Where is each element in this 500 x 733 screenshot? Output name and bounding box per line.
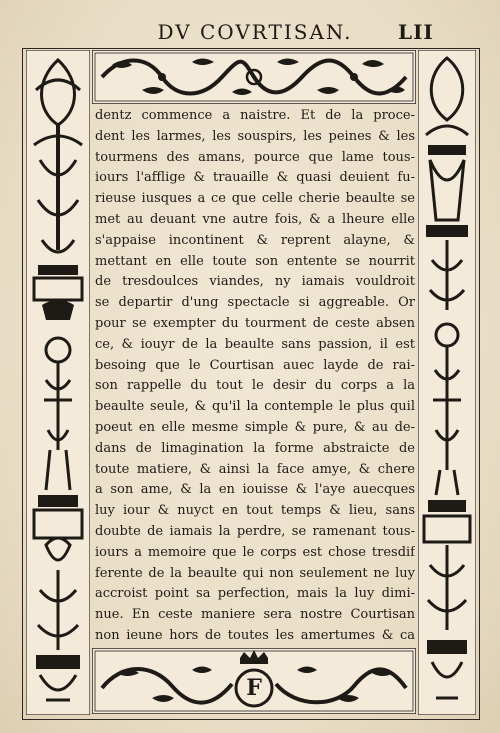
text-line: accroist point sa perfection, mais la luy dimi- xyxy=(95,586,415,602)
text-line: iours a memoire que le corps est chose tresdif xyxy=(95,544,415,560)
text-line: ferente de la beaulte qui non seulement ne luy xyxy=(95,565,415,581)
text-line: ce, & iouyr de la beaulte sans passion, il est xyxy=(95,336,415,352)
running-title: DV COVRTISAN. xyxy=(157,20,353,44)
text-line: se departir d'ung spectacle si aggreable. Or xyxy=(95,295,415,311)
text-line: de tresdoulces viandes, ny iamais vouldroit xyxy=(95,274,415,290)
text-line: luy iour & nuyct en tout temps & lieu, sans xyxy=(95,503,415,519)
text-line: non ieune hors de toutes les amertumes & ca xyxy=(95,627,415,643)
top-scroll-ornament-icon xyxy=(92,50,416,104)
initial-letter: F xyxy=(246,675,262,701)
text-line: mettant en elle toute son entente se nourrit xyxy=(95,253,415,269)
text-line: beaulte seule, & qu'il la contemple le plus quil xyxy=(95,399,415,415)
bottom-ornament-band xyxy=(92,648,416,714)
left-pillar-ornament xyxy=(26,50,90,715)
text-line: a son ame, & la en iouisse & l'aye auecques xyxy=(95,482,415,498)
text-line: son rappelle du tout le desir du corps a la xyxy=(95,378,415,394)
left-candelabra-ornament-icon xyxy=(26,50,90,715)
text-line: dans de limagination la forme abstraicte de xyxy=(95,440,415,456)
text-line: pour se exempter du tourment de ceste absen xyxy=(95,315,415,331)
text-line: besoing que le Courtisan auec layde de rai- xyxy=(95,357,415,373)
text-line: toute matiere, & ainsi la face amye, & chere xyxy=(95,461,415,477)
text-line: s'appaise incontinent & reprent alayne, & xyxy=(95,232,415,248)
right-candelabra-ornament-icon xyxy=(418,50,476,715)
right-pillar-ornament xyxy=(418,50,476,715)
text-line: nue. En ceste maniere sera nostre Courtisan xyxy=(95,607,415,623)
text-line: poeut en elle mesme simple & pure, & au de- xyxy=(95,419,415,435)
text-line: tourmens des amans, pource que lame tous- xyxy=(95,149,415,165)
text-line: rieuse iusques a ce que celle cherie beaulte se xyxy=(95,191,415,207)
text-line: met au deuant vne autre fois, & a lheure elle xyxy=(95,211,415,227)
text-line: dent les larmes, les souspirs, les peines & les xyxy=(95,128,415,144)
top-ornament-band xyxy=(92,50,416,104)
text-line: doubte de iamais la perdre, se ramenant tous- xyxy=(95,523,415,539)
text-line: iours l'afflige & trauaille & quasi deuient fu- xyxy=(95,170,415,186)
body-text xyxy=(95,106,415,646)
text-line: dentz commence a naistre. Et de la proce- xyxy=(95,108,415,123)
folio-number: LII xyxy=(398,20,434,44)
